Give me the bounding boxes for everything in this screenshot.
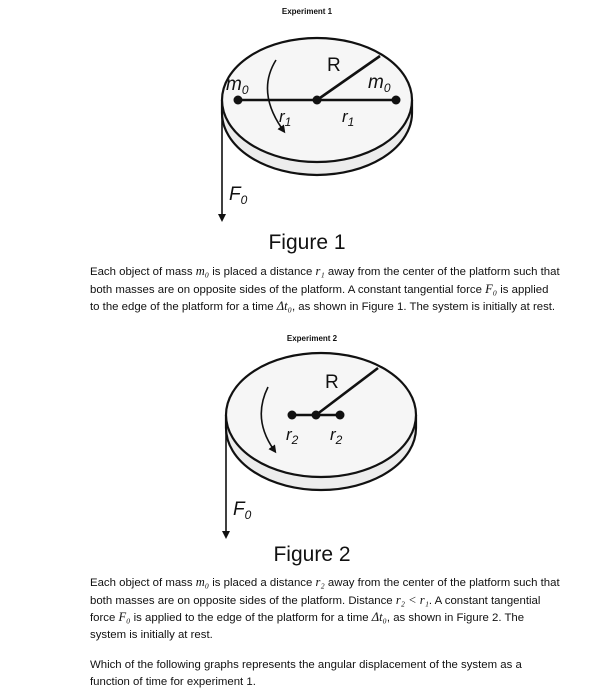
radius-label-2: R (325, 372, 339, 393)
radius-label: R (327, 55, 341, 76)
figure-2-description: Each object of mass m₀ is placed a distance r₂ away from the center of the platform such that both masses are on opposite sides of the platform. Distance r₂ < r₁. A constant tangential force F₀ is applied to the edge of the platform for a time Δt₀, as shown in Figure 2. The system is initially at rest. (90, 575, 560, 641)
mass-right (392, 96, 401, 105)
figure-2-diagram (0, 335, 615, 545)
distance-label-right: $r_1$ (342, 107, 355, 129)
figure-1-diagram (0, 0, 615, 240)
force-label-2: $F_0$ (233, 499, 252, 522)
center-point-2 (312, 411, 321, 420)
mass-left-2 (288, 411, 297, 420)
center-point (313, 96, 322, 105)
distance-label-right-2: $r_2$ (330, 425, 343, 447)
figure-1-caption: Figure 1 (268, 231, 346, 254)
distance-label-left-2: $r_2$ (286, 425, 299, 447)
experiment-1-label: Experiment 1 (281, 7, 333, 16)
question-text: Which of the following graphs represents the angular displacement of the system as a function of time for experiment 1. (90, 659, 522, 688)
figure-1-description: Each object of mass m₀ is placed a distance r₁ away from the center of the platform such that both masses are on opposite sides of the platform. A constant tangential force F₀ is applied to the edge of the platform for a time Δt₀, as shown in Figure 1. The system is initially at rest. (90, 264, 560, 314)
distance-label-left: $r_1$ (279, 107, 292, 129)
mass-label-left: $m_0$ (226, 74, 249, 97)
mass-label-right: $m_0$ (368, 72, 391, 95)
mass-right-2 (336, 411, 345, 420)
experiment-2-label: Experiment 2 (286, 334, 338, 343)
force-label: $F_0$ (229, 184, 248, 207)
figure-2-caption: Figure 2 (273, 543, 351, 566)
